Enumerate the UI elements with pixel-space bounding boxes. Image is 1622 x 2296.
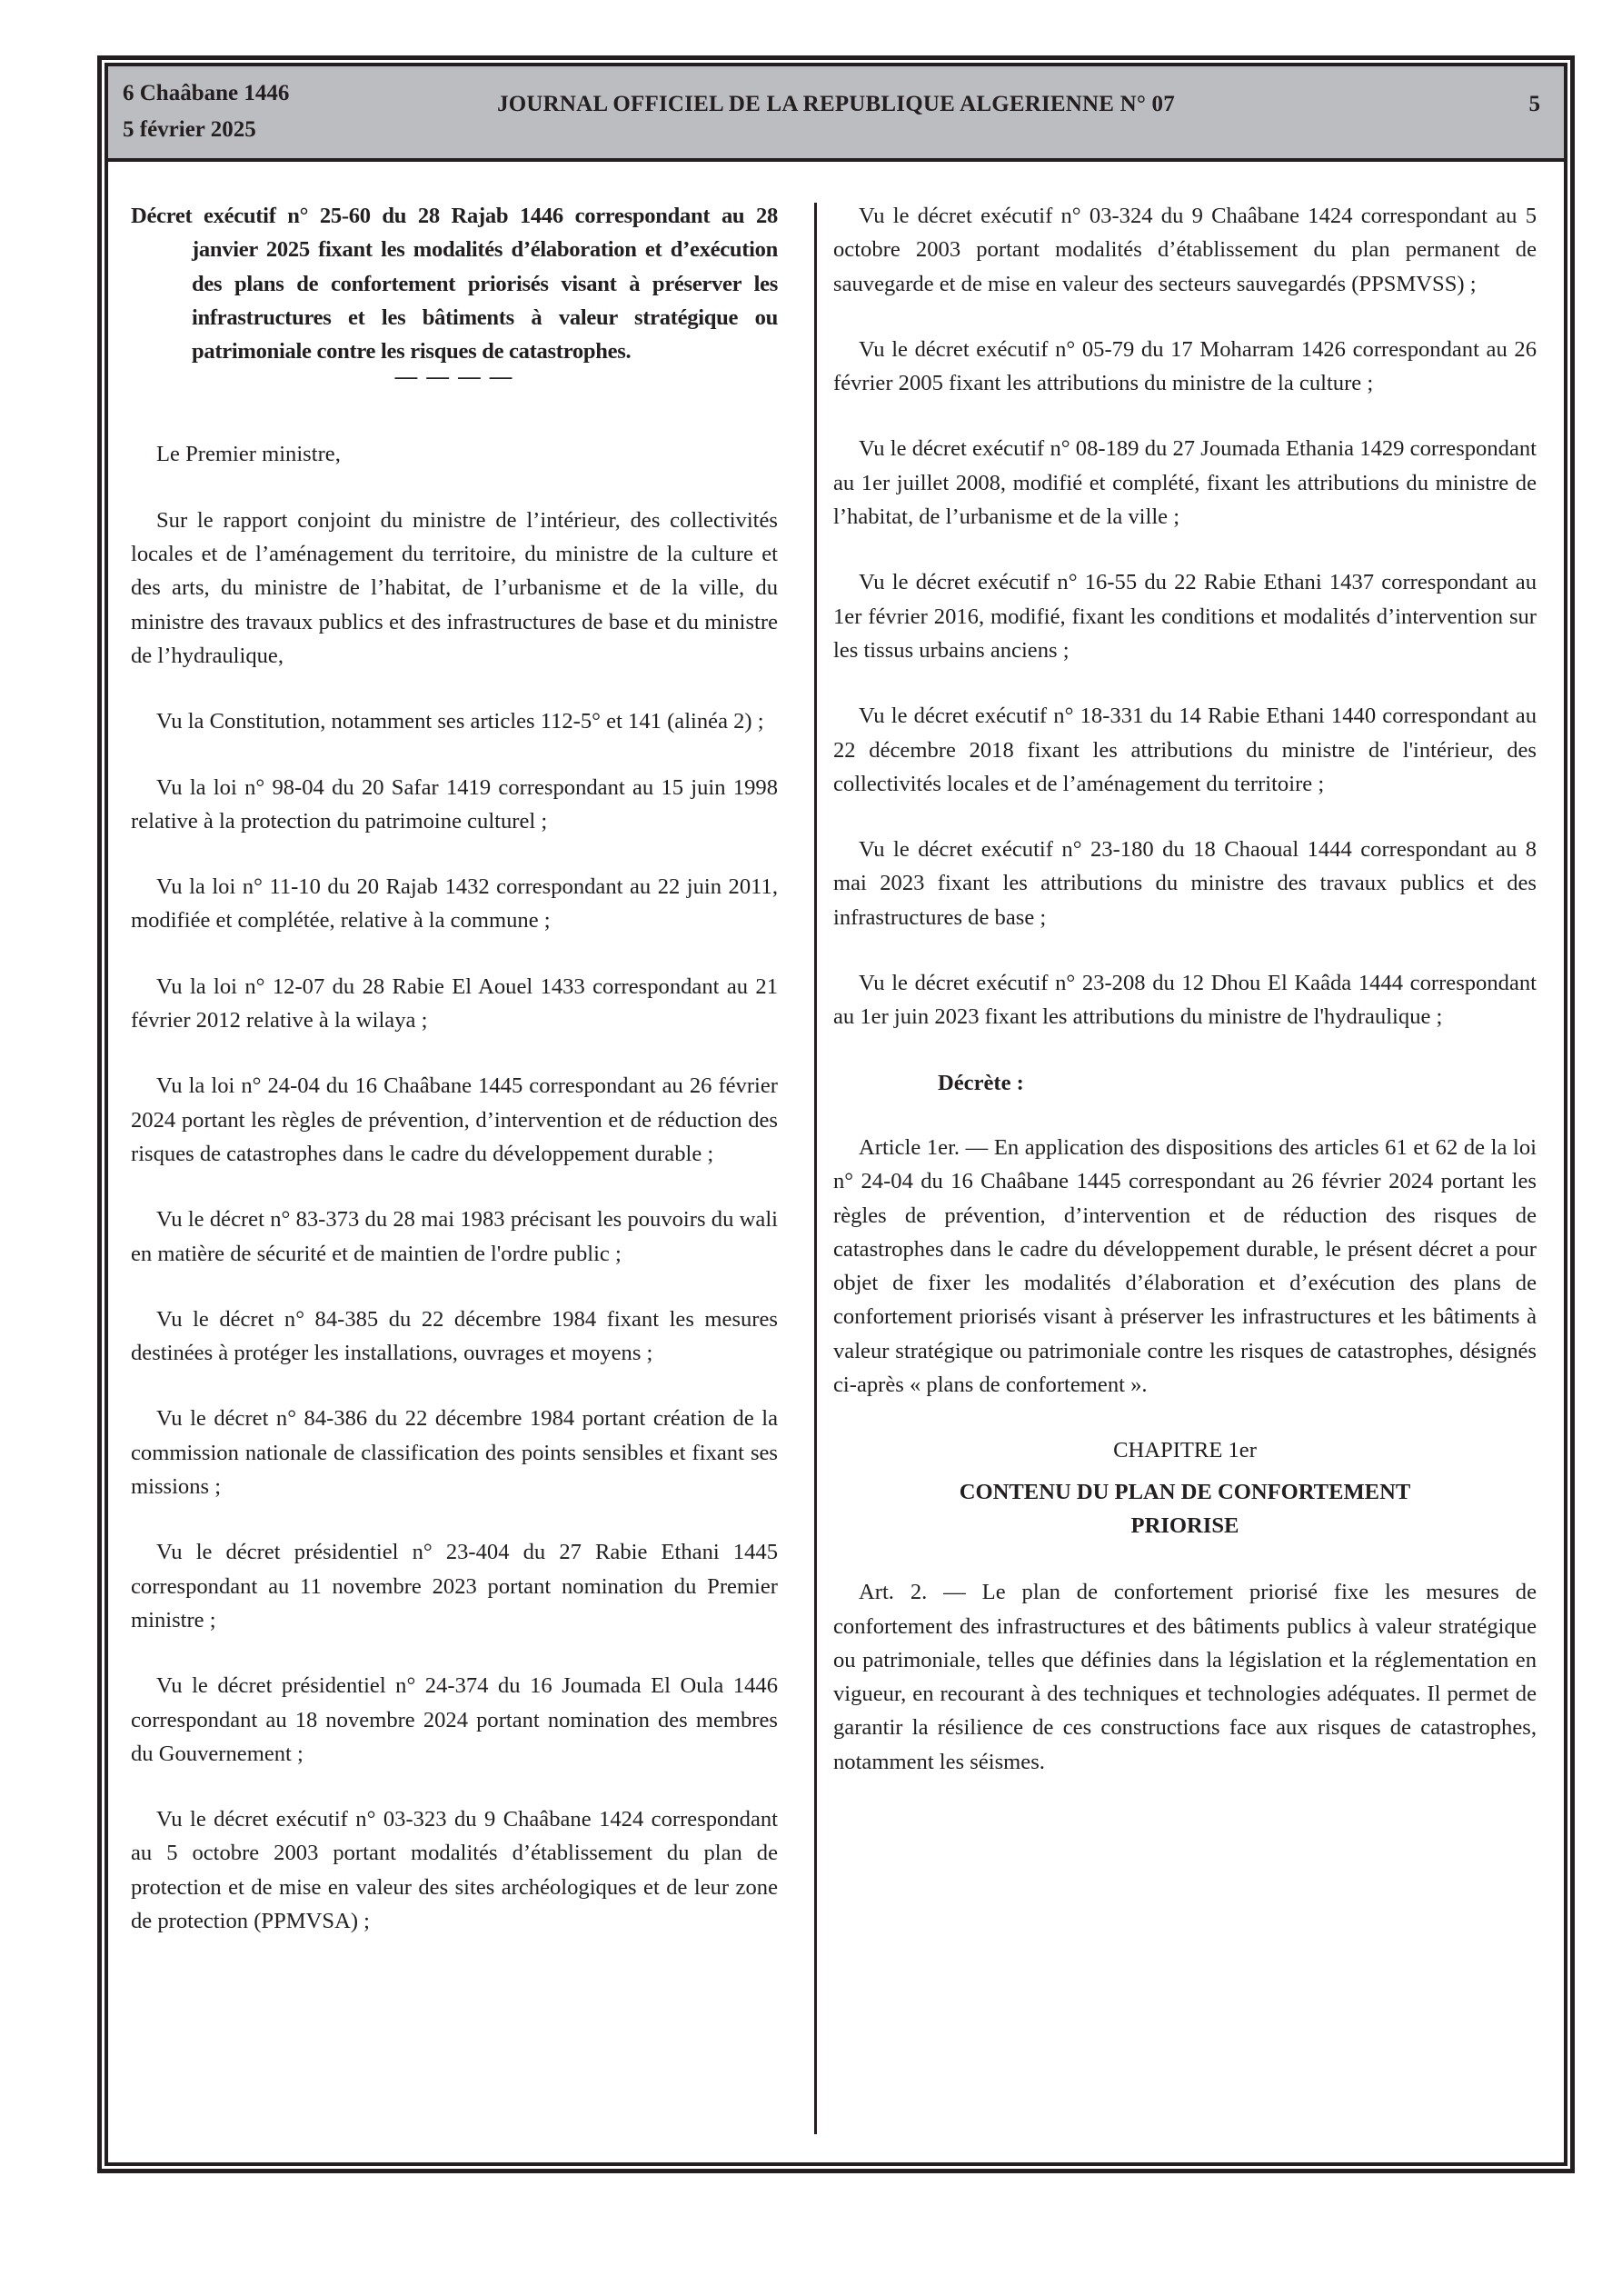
hijri-date: 6 Chaâbane 1446: [123, 81, 290, 105]
chapter-title-line: PRIORISE: [1130, 1512, 1239, 1538]
visa-paragraph: Vu la loi n° 24-04 du 16 Chaâbane 1445 correspondant au 26 février 2024 portant les règles de prévention, d’intervention et de réduction des risques de catastrophes dans le cadre du développement durable ;: [131, 1073, 778, 1166]
page-outer-border: [97, 55, 1575, 2173]
visa-paragraph: Vu le décret exécutif n° 03-323 du 9 Chaâbane 1424 correspondant au 5 octobre 2003 portant modalités d’établissement du plan de protection et de mise en valeur des sites archéologiques et de leur zone de protection (PPMVSA) ;: [131, 1807, 778, 1933]
visa-paragraph: Vu le décret exécutif n° 23-208 du 12 Dhou El Kaâda 1444 correspondant au 1er juin 2023 fixant les attributions du ministre de l'hydraulique ;: [833, 971, 1537, 1030]
chapter-title: [833, 1475, 1537, 1543]
decree-title: Décret exécutif n° 25-60 du 28 Rajab 1446 correspondant au 28 janvier 2025 fixant les modalités d’élaboration et d’exécution des plans de confortement priorisés visant à préserver les infrastructures et les bâtiments à valeur stratégique ou patrimoniale contre les risques de catastrophes.: [131, 204, 778, 364]
visa-paragraph: Vu le décret n° 84-385 du 22 décembre 1984 fixant les mesures destinées à protéger les installations, ouvrages et moyens ;: [131, 1306, 778, 1366]
visa-paragraph: Vu la Constitution, notamment ses articles 112-5° et 141 (alinéa 2) ;: [156, 709, 764, 734]
chapter-label: CHAPITRE 1er: [1113, 1438, 1257, 1463]
visa-paragraph: Vu le décret exécutif n° 23-180 du 18 Chaoual 1444 correspondant au 8 mai 2023 fixant les attributions du ministre des travaux publics et des infrastructures de base ;: [833, 837, 1537, 930]
decree-opener: Le Premier ministre,: [156, 442, 341, 467]
visa-paragraph: Vu le décret exécutif n° 16-55 du 22 Rabie Ethani 1437 correspondant au 1er février 2016, modifié, fixant les conditions et modalités d’intervention sur les tissus urbains anciens ;: [833, 570, 1537, 663]
visa-paragraph: Vu la loi n° 12-07 du 28 Rabie El Aouel 1433 correspondant au 21 février 2012 relative à la wilaya ;: [131, 973, 778, 1033]
visa-paragraph: Vu la loi n° 11-10 du 20 Rajab 1432 correspondant au 22 juin 2011, modifiée et complétée, relative à la commune ;: [131, 874, 778, 933]
visa-paragraph: Vu le décret présidentiel n° 24-374 du 16 Joumada El Oula 1446 correspondant au 18 novembre 2024 portant nomination des membres du Gouvernement ;: [131, 1673, 778, 1766]
visa-paragraph: Vu le décret n° 83-373 du 28 mai 1983 précisant les pouvoirs du wali en matière de sécurité et de maintien de l'ordre public ;: [131, 1207, 778, 1266]
column-divider: [814, 203, 817, 2134]
visa-paragraph: Vu le décret exécutif n° 18-331 du 14 Rabie Ethani 1440 correspondant au 22 décembre 2018 fixant les attributions du ministre de l'intérieur, des collectivités locales et de l’aménagement du territoire ;: [833, 704, 1537, 796]
chapter-title-line: CONTENU DU PLAN DE CONFORTEMENT: [959, 1479, 1411, 1504]
visa-paragraph: Vu le décret exécutif n° 08-189 du 27 Joumada Ethania 1429 correspondant au 1er juillet 2008, modifié et complété, fixant les attributions du ministre de l’habitat, de l’urbanisme et de la ville ;: [833, 436, 1537, 530]
visa-paragraph: Vu la loi n° 98-04 du 20 Safar 1419 correspondant au 15 juin 1998 relative à la protection du patrimoine culturel ;: [131, 774, 778, 834]
title-separator: — — — —: [394, 364, 514, 390]
article-1: Article 1er. — En application des dispositions des articles 61 et 62 de la loi n° 24-04 du 16 Chaâbane 1445 correspondant au 26 février 2024 portant les règles de prévention, d’intervention et de réduction des risques de catastrophes dans le cadre du développement durable, le présent décret a pour objet de fixer les modalités d’élaboration et d’exécution des plans de confortement priorisés visant à préserver les infrastructures et les bâtiments à valeur stratégique ou patrimoniale contre les risques de catastrophes, désignés ci-après « plans de confortement ».: [833, 1134, 1537, 1398]
visa-paragraph: Sur le rapport conjoint du ministre de l’intérieur, des collectivités locales et de l’aménagement du territoire, du ministre de la culture et des arts, du ministre de l’habitat, de l’urbanisme et de la ville, du ministre des travaux publics et des infrastructures de base et du ministre de l’hydraulique,: [131, 507, 778, 668]
page-number: 5: [1528, 92, 1540, 116]
page-inner-border: [104, 63, 1567, 2166]
page-header: [108, 66, 1564, 162]
visa-paragraph: Vu le décret exécutif n° 05-79 du 17 Moharram 1426 correspondant au 26 février 2005 fixant les attributions du ministre de la culture ;: [833, 336, 1537, 396]
journal-title: JOURNAL OFFICIEL DE LA REPUBLIQUE ALGERIENNE N° 07: [497, 92, 1175, 116]
visa-paragraph: Vu le décret exécutif n° 03-324 du 9 Chaâbane 1424 correspondant au 5 octobre 2003 portant modalités d’établissement du plan permanent de sauvegarde et de mise en valeur des secteurs sauvegardés (PPSMVSS) ;: [833, 204, 1537, 296]
left-column: [131, 199, 778, 1970]
right-column: [833, 199, 1537, 1811]
article-2: Art. 2. — Le plan de confortement priorisé fixe les mesures de confortement des infrastructures et des bâtiments publics à valeur stratégique ou patrimoniale, telles que définies dans la législation et la réglementation en vigueur, en recourant à des techniques et technologies adéquates. Il permet de garantir la résilience de ces constructions face aux risques de catastrophes, notamment les séismes.: [833, 1580, 1537, 1774]
decrete-heading: Décrète :: [938, 1070, 1024, 1095]
visa-paragraph: Vu le décret présidentiel n° 23-404 du 27 Rabie Ethani 1445 correspondant au 11 novembre 2023 portant nomination du Premier ministre ;: [131, 1540, 778, 1632]
gregorian-date: 5 février 2025: [123, 117, 256, 142]
visa-paragraph: Vu le décret n° 84-386 du 22 décembre 1984 portant création de la commission nationale de classification des points sensibles et fixant ses missions ;: [131, 1406, 778, 1500]
